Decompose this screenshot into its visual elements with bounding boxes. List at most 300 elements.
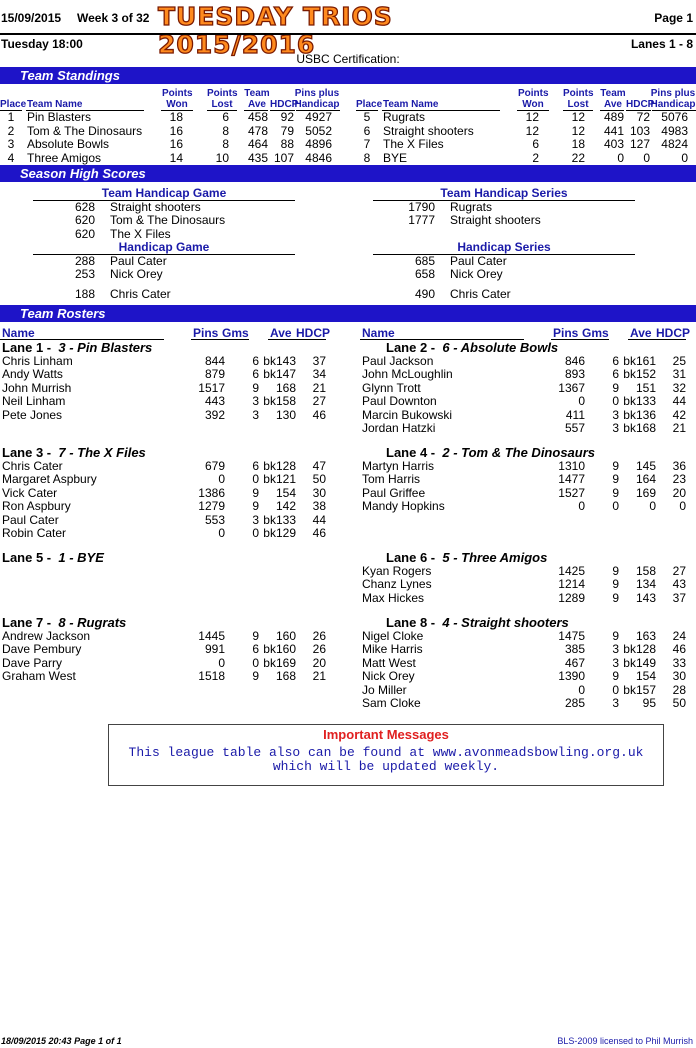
header-hdcp: HDCP [270, 99, 299, 110]
standing-points-lost: 8 [222, 137, 229, 151]
player-games: 9 [612, 472, 619, 487]
standing-team-ave: 478 [247, 123, 268, 138]
section-title: Team Rosters [20, 306, 106, 321]
standing-team-ave: 489 [603, 110, 624, 124]
player-handicap: 21 [312, 669, 326, 684]
player-games: 0 [612, 394, 619, 409]
player-name: Graham West [2, 669, 76, 684]
standing-hdcp: 92 [280, 110, 294, 124]
lane-heading [386, 550, 547, 565]
player-handicap: 20 [672, 485, 686, 500]
player-pins: 411 [565, 407, 585, 422]
player-handicap: 32 [672, 380, 686, 395]
standing-team-ave: 458 [247, 110, 268, 124]
player-average: bk158 [263, 394, 296, 409]
player-games: 6 [612, 354, 619, 368]
standing-team-name: Three Amigos [27, 150, 102, 165]
standing-points-won: 18 [169, 110, 183, 124]
standing-team-ave: 435 [247, 150, 268, 165]
player-average: 143 [635, 590, 656, 605]
player-handicap: 21 [312, 380, 326, 395]
player-handicap: 30 [312, 485, 326, 500]
roster-header-underline [191, 339, 249, 340]
standing-team-name: Absolute Bowls [27, 137, 110, 151]
player-handicap: 38 [312, 499, 326, 514]
header-place: Place [356, 99, 383, 110]
player-average: bk161 [623, 354, 656, 368]
footer-printed: 18/09/2015 20:43 Page 1 of 1 [1, 1036, 122, 1046]
header-points-lost: Lost [211, 99, 233, 110]
standing-pins-plus: 4927 [305, 110, 332, 124]
high-score-value: 628 [74, 200, 95, 214]
player-pins: 392 [204, 407, 225, 422]
player-games: 9 [612, 485, 619, 500]
player-games: 3 [252, 512, 259, 527]
player-name: John McLoughlin [362, 367, 453, 382]
player-games: 0 [612, 682, 619, 697]
player-average: bk169 [263, 655, 296, 670]
high-score-name: Tom & The Dinosaurs [110, 213, 226, 227]
player-name: Jordan Hatzki [362, 421, 436, 435]
high-score-title: Handicap Game [118, 240, 210, 254]
header-team-ave: Ave [248, 99, 266, 110]
player-average: bk121 [263, 472, 296, 487]
player-average: 95 [642, 696, 656, 710]
player-handicap: 44 [672, 394, 686, 409]
standing-pins-plus: 4824 [661, 137, 688, 151]
player-games: 9 [612, 629, 619, 643]
player-pins: 1310 [558, 459, 585, 473]
lane-heading [386, 340, 558, 355]
player-handicap: 30 [672, 669, 686, 684]
header-place: Place [0, 99, 27, 110]
high-score-value: 658 [414, 267, 435, 281]
team-rosters-bar [0, 305, 696, 322]
player-games: 3 [612, 642, 619, 657]
player-name: Glynn Trott [362, 380, 421, 395]
player-name: Robin Cater [2, 526, 67, 540]
standing-hdcp: 103 [629, 123, 650, 138]
high-score-name: Nick Orey [450, 267, 503, 281]
standing-place: 6 [363, 123, 371, 138]
player-pins: 557 [564, 421, 585, 435]
high-score-name: Paul Cater [450, 254, 507, 268]
league-title: TUESDAY TRIOS 2015/2016 [158, 2, 393, 59]
section-title: Team Standings [20, 68, 120, 83]
player-pins: 0 [218, 655, 225, 670]
header-pins-plus: Pins plus [294, 88, 340, 99]
player-average: bk133 [263, 512, 296, 527]
player-name: Vick Cater [2, 485, 58, 500]
header-points-won: Won [166, 99, 188, 110]
player-name: Nigel Cloke [362, 629, 424, 643]
roster-header-hdcp: HDCP [296, 326, 331, 340]
player-games: 3 [612, 655, 619, 670]
header-points-won: Points [518, 88, 549, 99]
player-handicap: 36 [672, 459, 686, 473]
standing-pins-plus: 0 [681, 150, 688, 165]
lane-team-name: 8 - Rugrats [58, 615, 127, 630]
player-games: 0 [252, 655, 259, 670]
roster-header-hdcp: HDCP [656, 326, 691, 340]
section-title: Season High Scores [20, 166, 146, 181]
standing-team-name: The X Files [383, 137, 444, 151]
roster-header-ave: Ave [630, 326, 652, 340]
player-name: Matt West [362, 655, 416, 670]
standing-pins-plus: 5052 [305, 123, 332, 138]
player-name: Mike Harris [362, 642, 423, 657]
player-games: 6 [252, 354, 259, 368]
player-pins: 879 [204, 367, 225, 382]
player-average: bk147 [263, 367, 296, 382]
lane-heading [2, 615, 126, 630]
player-games: 9 [612, 577, 619, 592]
player-games: 9 [252, 485, 259, 500]
roster-header-underline [628, 339, 686, 340]
high-score-title: Handicap Series [457, 240, 551, 254]
player-games: 3 [612, 696, 619, 710]
player-average: bk133 [623, 394, 656, 409]
player-pins: 1477 [558, 472, 585, 487]
player-pins: 1279 [198, 499, 225, 514]
player-handicap: 50 [312, 472, 326, 487]
player-handicap: 23 [672, 472, 686, 487]
standing-team-name: Tom & The Dinosaurs [27, 123, 143, 138]
player-name: Sam Cloke [362, 696, 421, 710]
player-average: bk160 [263, 642, 296, 657]
player-games: 6 [252, 367, 259, 382]
player-pins: 1445 [198, 629, 225, 643]
standing-pins-plus: 5076 [661, 110, 688, 124]
header-team-ave: Ave [604, 99, 622, 110]
player-handicap: 0 [679, 499, 686, 514]
lane-team-name: 1 - BYE [58, 550, 104, 565]
player-average: 142 [275, 499, 296, 514]
player-average: bk149 [623, 655, 656, 670]
player-handicap: 33 [672, 655, 686, 670]
player-pins: 1425 [558, 564, 585, 578]
player-handicap: 42 [672, 407, 686, 422]
high-score-name: Nick Orey [110, 267, 163, 281]
header-team-ave: Team [244, 88, 270, 99]
header-team-name: Team Name [27, 99, 83, 110]
lane-number: Lane 5 - [2, 550, 52, 565]
roster-header-pins: Pins [193, 326, 219, 340]
player-handicap: 47 [312, 459, 326, 473]
player-games: 3 [252, 394, 259, 409]
standing-points-lost: 8 [222, 123, 229, 138]
lane-heading [386, 615, 569, 630]
standing-place: 8 [363, 150, 371, 165]
player-average: bk136 [623, 407, 656, 422]
team-standings-bar [0, 67, 696, 84]
player-name: Tom Harris [362, 472, 421, 487]
player-games: 9 [252, 629, 259, 643]
player-name: Neil Linham [2, 394, 66, 409]
player-pins: 285 [564, 696, 585, 710]
standing-place: 7 [363, 137, 371, 151]
roster-header-gms: Gms [222, 326, 249, 340]
header-team-name: Team Name [383, 99, 439, 110]
header-points-lost: Lost [567, 99, 589, 110]
player-pins: 1527 [558, 485, 585, 500]
roster-header-name: Name [2, 326, 35, 340]
player-name: John Murrish [2, 380, 72, 395]
player-pins: 0 [578, 682, 585, 697]
player-name: Paul Griffee [362, 485, 426, 500]
standing-hdcp: 127 [629, 137, 650, 151]
lane-number: Lane 6 - [386, 550, 436, 565]
player-average: bk143 [263, 354, 296, 368]
lane-number: Lane 3 - [2, 445, 52, 460]
high-score-name: Straight shooters [450, 213, 541, 227]
standing-place: 2 [7, 123, 15, 138]
player-handicap: 46 [672, 642, 686, 657]
player-name: Kyan Rogers [362, 564, 432, 578]
player-name: Max Hickes [362, 590, 425, 605]
standing-team-ave: 464 [247, 137, 268, 151]
lane-heading [2, 550, 104, 565]
player-handicap: 21 [672, 421, 686, 435]
standing-place: 5 [363, 110, 371, 124]
player-name: Nick Orey [362, 669, 415, 684]
player-average: 163 [635, 629, 656, 643]
lane-number: Lane 1 - [2, 340, 52, 355]
player-pins: 1367 [558, 380, 585, 395]
player-pins: 1289 [558, 590, 585, 605]
player-games: 9 [612, 669, 619, 684]
player-name: Andy Watts [2, 367, 63, 382]
high-score-value: 188 [74, 287, 95, 301]
player-average: 0 [649, 499, 656, 514]
player-handicap: 37 [672, 590, 686, 605]
player-average: 169 [635, 485, 656, 500]
standing-team-name: Rugrats [383, 110, 426, 124]
lane-number: Lane 2 - [386, 340, 436, 355]
player-average: 130 [275, 407, 296, 422]
player-handicap: 37 [312, 354, 326, 368]
player-games: 9 [252, 669, 259, 684]
player-pins: 0 [578, 499, 585, 514]
header-points-lost: Points [563, 88, 594, 99]
player-pins: 443 [204, 394, 225, 409]
player-games: 0 [612, 499, 619, 514]
roster-header-ave: Ave [270, 326, 292, 340]
player-pins: 1517 [198, 380, 225, 395]
player-name: Chanz Lynes [362, 577, 432, 592]
player-average: bk152 [623, 367, 656, 382]
standing-hdcp: 107 [273, 150, 294, 165]
standing-points-lost: 12 [571, 123, 585, 138]
player-average: 154 [275, 485, 296, 500]
standing-points-won: 12 [525, 110, 539, 124]
player-pins: 1214 [558, 577, 585, 592]
player-average: 134 [635, 577, 656, 592]
standing-hdcp: 79 [280, 123, 294, 138]
player-handicap: 24 [672, 629, 686, 643]
player-games: 9 [252, 499, 259, 514]
usbc-certification: USBC Certification: [296, 52, 400, 66]
standing-place: 4 [7, 150, 15, 165]
player-games: 6 [612, 367, 619, 382]
player-name: Pete Jones [2, 407, 63, 422]
standing-pins-plus: 4983 [661, 123, 688, 138]
standing-hdcp: 88 [280, 137, 294, 151]
player-handicap: 34 [312, 367, 326, 382]
standing-team-name: Pin Blasters [27, 110, 92, 124]
high-score-name: Straight shooters [110, 200, 201, 214]
message-line-1: This league table also can be found at www.avonmeadsbowling.org.uk [128, 745, 644, 760]
player-handicap: 50 [672, 696, 686, 710]
player-name: Paul Cater [2, 512, 59, 527]
high-score-name: Chris Cater [110, 287, 171, 301]
high-score-value: 490 [414, 287, 435, 301]
standing-team-ave: 403 [603, 137, 624, 151]
standing-hdcp: 0 [643, 150, 650, 165]
header-points-won: Won [522, 99, 544, 110]
player-average: 164 [635, 472, 656, 487]
player-pins: 844 [204, 354, 225, 368]
player-handicap: 46 [312, 526, 326, 540]
player-name: Andrew Jackson [2, 629, 91, 643]
season-high-scores-bar [0, 165, 696, 182]
player-handicap: 43 [672, 577, 686, 592]
player-games: 9 [252, 380, 259, 395]
high-score-value: 1777 [408, 213, 435, 227]
player-name: Jo Miller [362, 682, 407, 697]
high-score-title: Team Handicap Series [440, 186, 568, 200]
message-line-2: which will be updated weekly. [272, 759, 500, 774]
player-name: Paul Jackson [362, 354, 434, 368]
player-handicap: 28 [672, 682, 686, 697]
player-average: bk168 [623, 421, 656, 435]
standing-pins-plus: 4896 [305, 137, 332, 151]
player-pins: 0 [578, 394, 585, 409]
standing-points-won: 6 [532, 137, 539, 151]
player-handicap: 26 [312, 629, 326, 643]
player-handicap: 44 [312, 512, 326, 527]
player-name: Mandy Hopkins [362, 499, 445, 514]
header-points-lost: Points [207, 88, 238, 99]
player-average: 168 [275, 380, 296, 395]
standing-points-lost: 18 [571, 137, 585, 151]
player-games: 0 [252, 526, 259, 540]
player-handicap: 31 [672, 367, 686, 382]
player-games: 9 [612, 590, 619, 605]
header-pins-plus: Pins plus [650, 88, 696, 99]
lane-team-name: 7 - The X Files [58, 445, 146, 460]
lane-team-name: 5 - Three Amigos [442, 550, 548, 565]
standing-hdcp: 72 [636, 110, 650, 124]
player-pins: 0 [218, 526, 225, 540]
player-name: Margaret Aspbury [2, 472, 97, 487]
player-average: bk128 [263, 459, 296, 473]
lanes-range: Lanes 1 - 8 [630, 37, 693, 51]
player-pins: 893 [564, 367, 585, 382]
standing-points-won: 12 [525, 123, 539, 138]
high-score-value: 1790 [408, 200, 435, 214]
player-games: 9 [612, 564, 619, 578]
player-handicap: 26 [312, 642, 326, 657]
player-pins: 467 [564, 655, 585, 670]
important-messages-box [108, 724, 664, 786]
player-games: 6 [252, 642, 259, 657]
player-handicap: 27 [312, 394, 326, 409]
player-handicap: 46 [312, 407, 326, 422]
player-name: Paul Downton [362, 394, 437, 409]
lane-heading [386, 445, 595, 460]
high-score-value: 288 [74, 254, 95, 268]
player-handicap: 27 [672, 564, 686, 578]
player-pins: 846 [564, 354, 585, 368]
player-name: Dave Pembury [2, 642, 82, 657]
standing-points-lost: 12 [571, 110, 585, 124]
standing-points-lost: 22 [571, 150, 585, 165]
player-pins: 1475 [558, 629, 585, 643]
standing-place: 3 [7, 137, 15, 151]
player-pins: 1386 [198, 485, 225, 500]
roster-header-name: Name [362, 326, 395, 340]
standing-team-name: BYE [383, 150, 408, 165]
header-team-ave: Team [600, 88, 626, 99]
header-hdcp: HDCP [626, 99, 655, 110]
player-average: bk157 [623, 682, 656, 697]
player-pins: 1390 [558, 669, 585, 684]
player-name: Marcin Bukowski [362, 407, 453, 422]
player-average: 160 [275, 629, 296, 643]
header-points-won: Points [162, 88, 193, 99]
high-score-name: Paul Cater [110, 254, 167, 268]
player-average: 145 [635, 459, 656, 473]
player-name: Chris Linham [2, 354, 73, 368]
player-average: 168 [275, 669, 296, 684]
player-games: 3 [612, 407, 619, 422]
lane-heading [2, 445, 146, 460]
standing-pins-plus: 4846 [305, 150, 332, 165]
lane-number: Lane 4 - [386, 445, 436, 460]
standing-points-won: 2 [532, 150, 539, 165]
player-pins: 1518 [198, 669, 225, 684]
player-average: 158 [635, 564, 656, 578]
header-pins-plus: Handicap [294, 99, 340, 110]
standing-points-lost: 6 [222, 110, 229, 124]
standing-points-won: 16 [169, 123, 183, 138]
high-score-value: 620 [74, 213, 95, 227]
roster-header-gms: Gms [582, 326, 609, 340]
week-label: Week 3 of 32 [77, 11, 150, 25]
player-games: 6 [252, 459, 259, 473]
high-score-value: 620 [74, 227, 95, 241]
player-average: 154 [635, 669, 656, 684]
player-pins: 0 [218, 472, 225, 487]
lane-team-name: 2 - Tom & The Dinosaurs [442, 445, 596, 460]
report-date: 15/09/2015 [1, 11, 62, 25]
player-pins: 679 [204, 459, 225, 473]
standing-points-won: 14 [169, 150, 183, 165]
standing-team-ave: 441 [603, 123, 624, 138]
header-pins-plus: Handicap [650, 99, 696, 110]
player-average: bk128 [623, 642, 656, 657]
roster-header-underline [551, 339, 609, 340]
lane-number: Lane 8 - [386, 615, 436, 630]
high-score-name: Chris Cater [450, 287, 511, 301]
standing-team-ave: 0 [617, 150, 624, 165]
standing-points-won: 16 [169, 137, 183, 151]
player-games: 9 [612, 459, 619, 473]
player-average: 151 [635, 380, 656, 395]
high-score-title: Team Handicap Game [101, 186, 227, 200]
roster-header-pins: Pins [553, 326, 579, 340]
